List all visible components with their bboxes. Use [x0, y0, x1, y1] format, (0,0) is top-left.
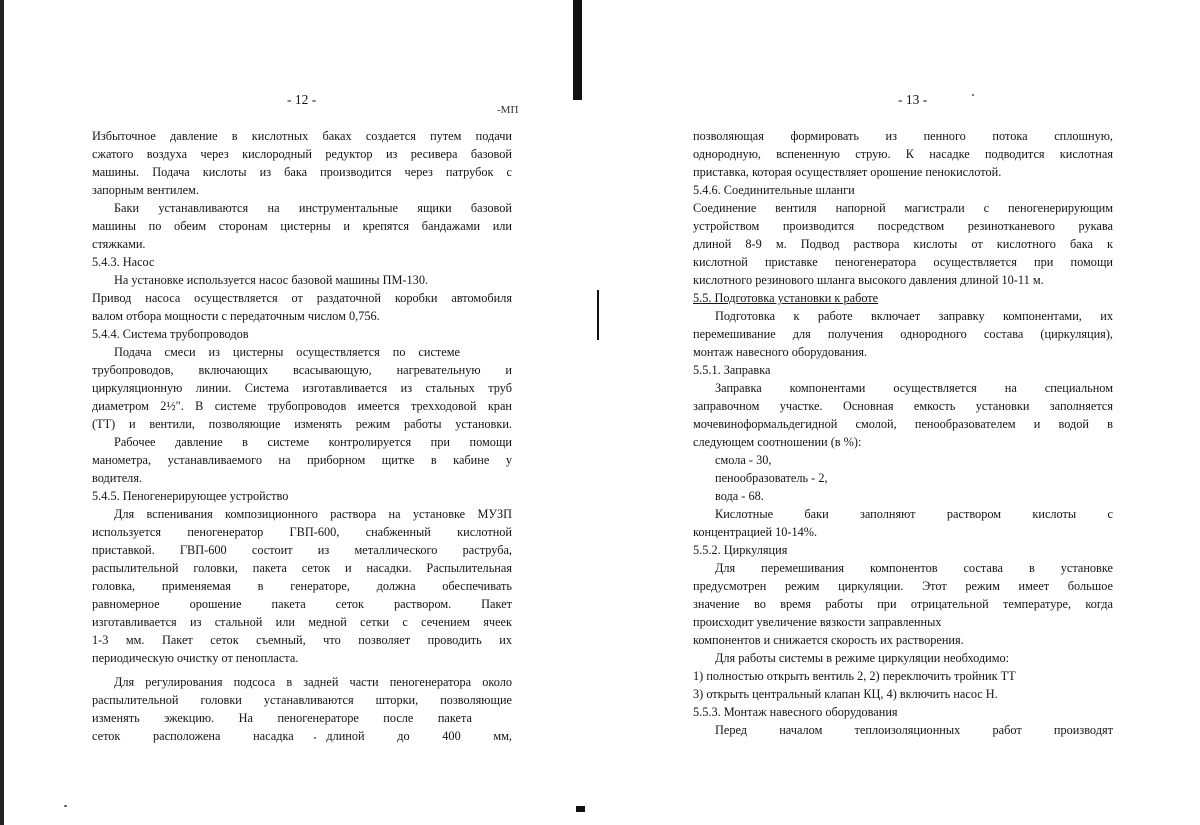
text-line: 1-3 мм. Пакет сеток съемный, что позволяет проводить их	[92, 633, 512, 647]
text-line: устройством производится посредством резинотканевого рукава	[693, 219, 1113, 233]
text-line: однородную, вспененную струю. К насадке подводится кислотная	[693, 147, 1113, 161]
left-page-number: - 12 -	[287, 92, 317, 107]
text-line: длиной 8-9 м. Подвод раствора кислоты от кислотного бака к	[693, 237, 1113, 251]
text-line: концентрацией 10-14%.	[693, 525, 818, 539]
text-line: Кислотные баки заполняют раствором кислоты с	[715, 507, 1113, 521]
text-line: периодическую очистку от пенопласта.	[92, 651, 299, 665]
text-line: используется пеногенератор ГВП-600, снабженный кислотной	[92, 525, 512, 539]
text-line: монтаж навесного оборудования.	[693, 345, 868, 359]
text-line: происходит увеличение вязкости заправленных	[693, 615, 942, 629]
text-line: Перед началом теплоизоляционных работ производят	[715, 723, 1113, 737]
text-line: (ТТ) и вентили, позволяющие изменять режим работы установки.	[92, 417, 512, 431]
right-page-number: - 13 -	[898, 92, 928, 107]
scan-speck	[64, 805, 67, 807]
text-line: кислотной приставке пеногенератора осуществляется при помощи	[693, 255, 1113, 269]
text-line: машины по обеим сторонам цистерны и крепятся бандажами или	[92, 219, 512, 233]
text-line: циркуляционную линии. Система изготавливается из стальных труб	[92, 381, 512, 395]
text-line: Для регулирования подсоса в задней части пеногенератора около	[114, 675, 512, 689]
list-item: 1) полностью открыть вентиль 2, 2) переключить тройник ТТ	[693, 669, 1016, 683]
text-line: водителя.	[92, 471, 143, 485]
text-line: манометра, устанавливаемого на приборном щитке в кабине у	[92, 453, 512, 467]
text-line: Заправка компонентами осуществляется на специальном	[715, 381, 1113, 395]
section-heading: 5.4.5. Пеногенерирующее устройство	[92, 489, 289, 503]
list-item: 3) открыть центральный клапан КЦ, 4) включить насос Н.	[693, 687, 998, 701]
text-line: сеток расположена насадка длиной до 400 мм,	[92, 729, 512, 743]
text-line: предусмотрен режим циркуляции. Этот режим имеет большое	[693, 579, 1113, 593]
text-line: На установке используется насос базовой машины ПМ-130.	[114, 273, 429, 287]
text-line: Привод насоса осуществляется от раздаточной коробки автомобиля	[92, 291, 512, 305]
text-line: Для вспенивания композиционного раствора на установке МУЗП	[114, 507, 512, 521]
text-line: равномерное орошение пакета сеток раствором. Пакет	[92, 597, 512, 611]
text-line: следующем соотношении (в %):	[693, 435, 862, 449]
text-line: заправочном участке. Основная емкость установки заполняется	[693, 399, 1113, 413]
center-gutter-line	[597, 290, 599, 340]
text-line: стяжками.	[92, 237, 146, 251]
text-line: машины. Подача кислоты из бака производится через патрубок с	[92, 165, 512, 179]
section-heading: 5.4.3. Насос	[92, 255, 155, 269]
text-line: Подача смеси из цистерны осуществляется по системе	[114, 345, 460, 359]
left-binding-edge	[0, 0, 4, 825]
text-line: Соединение вентиля напорной магистрали с пеногенерирующим	[693, 201, 1113, 215]
text-line: перемешивание для получения однородного состава (циркуляция),	[693, 327, 1113, 341]
text-line: значение во время работы при отрицательной температуре, когда	[693, 597, 1113, 611]
right-page-text	[693, 127, 1113, 739]
section-heading: 5.5. Подготовка установки к работе	[693, 291, 879, 305]
left-page-text	[92, 127, 512, 745]
left-header-mark: -МП	[497, 104, 519, 116]
text-line: трубопроводов, включающих всасывающую, нагревательную и	[92, 363, 512, 377]
text-line: Избыточное давление в кислотных баках создается путем подачи	[92, 129, 512, 143]
section-heading: 5.5.2. Циркуляция	[693, 543, 788, 557]
list-item: смола - 30,	[715, 453, 772, 467]
section-heading: 5.5.3. Монтаж навесного оборудования	[693, 705, 898, 719]
text-line: Подготовка к работе включает заправку компонентами, их	[715, 309, 1113, 323]
text-line: Баки устанавливаются на инструментальные ящики базовой	[114, 201, 512, 215]
text-line: распылительной головки, пакета сеток и насадки. Распылительная	[92, 561, 512, 575]
text-line: компонентов и снижается скорость их растворения.	[693, 633, 964, 647]
list-item: пенообразователь - 2,	[715, 471, 828, 485]
text-line: распылительной головки устанавливаются шторки, позволяющие	[92, 693, 512, 707]
text-line: валом отбора мощности с передаточным числом 0,756.	[92, 309, 380, 323]
section-heading: 5.4.6. Соединительные шланги	[693, 183, 855, 197]
text-line: Для работы системы в режиме циркуляции необходимо:	[715, 651, 1010, 665]
text-line: изготавливается из стальной или медной сетки с сечением ячеек	[92, 615, 512, 629]
text-line: приставкой. ГВП-600 состоит из металлического раструба,	[92, 543, 512, 557]
list-item: вода - 68.	[715, 489, 764, 503]
scan-speck	[972, 94, 974, 96]
text-line: позволяющая формировать из пенного потока сплошную,	[693, 129, 1113, 143]
text-line: диаметром 2½". В системе трубопроводов имеется трехходовой кран	[92, 399, 512, 413]
bottom-speck	[576, 806, 585, 812]
center-gutter-shadow	[573, 0, 582, 100]
text-line: приставка, которая осуществляет орошение пенокислотой.	[693, 165, 1002, 179]
text-line: изменять эжекцию. На пеногенераторе после пакета	[92, 711, 472, 725]
text-line: Для перемешивания компонентов состава в установке	[715, 561, 1113, 575]
text-line: Рабочее давление в системе контролируется при помощи	[114, 435, 512, 449]
text-line: кислотного резинового шланга высокого давления длиной 10-11 м.	[693, 273, 1044, 287]
text-line: головка, применяемая в генераторе, должна обеспечивать	[92, 579, 512, 593]
section-heading: 5.4.4. Система трубопроводов	[92, 327, 249, 341]
text-line: мочевиноформальдегидной смолой, пенообразователем и водой в	[693, 417, 1113, 431]
text-line: сжатого воздуха через кислородный редуктор из ресивера базовой	[92, 147, 512, 161]
section-heading: 5.5.1. Заправка	[693, 363, 771, 377]
text-line: запорным вентилем.	[92, 183, 199, 197]
